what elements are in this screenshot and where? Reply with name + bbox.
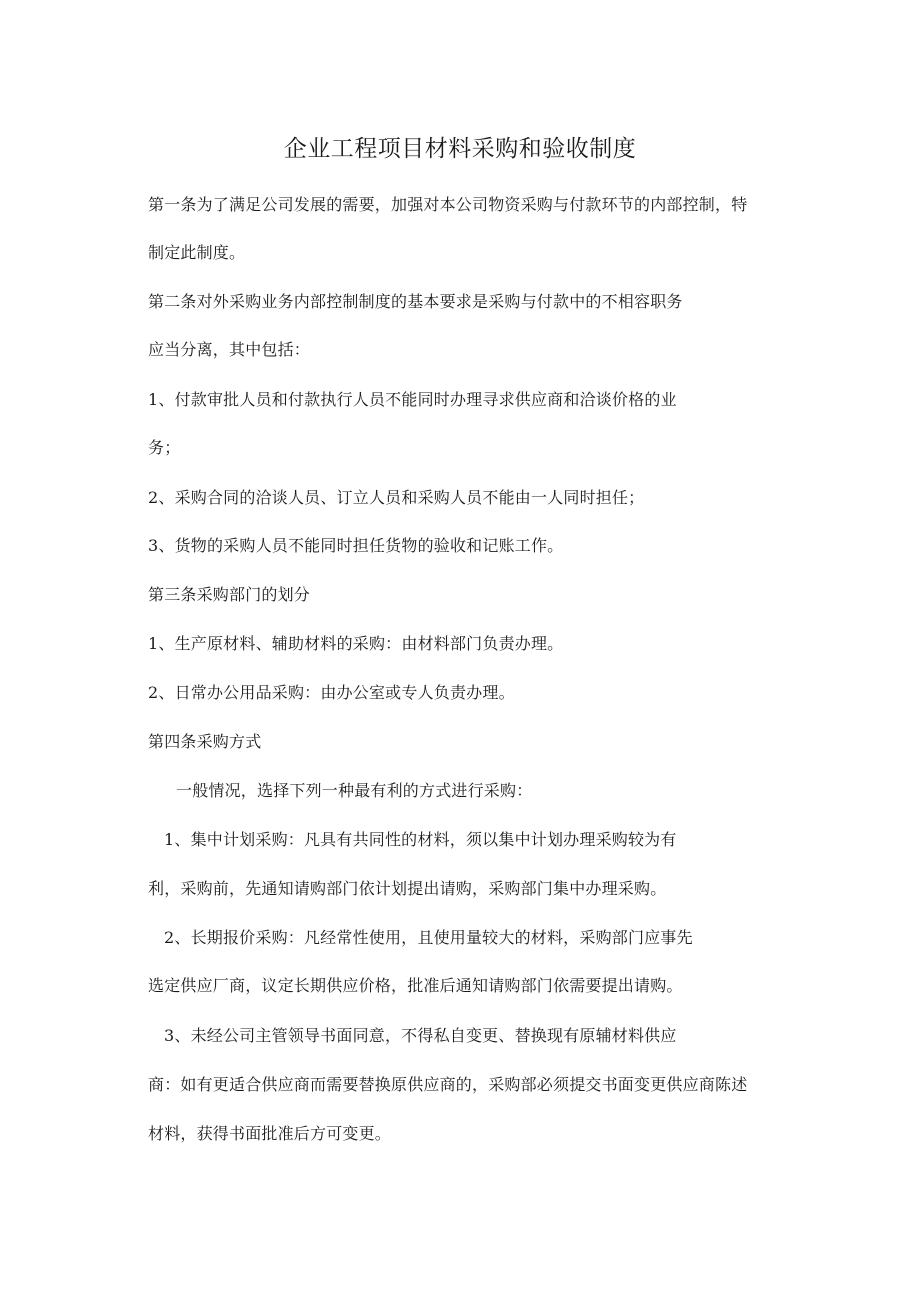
- text-line-15: 利，采购前，先通知请购部门依计划提出请购，采购部门集中办理采购。: [148, 879, 667, 898]
- text-line-6: 务；: [148, 438, 181, 457]
- text-line-10: 1、生产原材料、辅助材料的采购：由材料部门负责办理。: [148, 634, 564, 653]
- text-line-4: 应当分离，其中包括：: [148, 340, 311, 359]
- text-line-2: 制定此制度。: [148, 243, 246, 262]
- text-line-14: 1、集中计划采购：凡具有共同性的材料，须以集中计划办理采购较为有: [164, 830, 677, 849]
- text-line-20: 材料，获得书面批准后方可变更。: [148, 1124, 392, 1143]
- text-line-1: 第一条为了满足公司发展的需要，加强对本公司物资采购与付款环节的内部控制，特: [148, 195, 748, 214]
- text-line-13: 一般情况，选择下列一种最有利的方式进行采购：: [176, 781, 533, 800]
- text-line-19: 商：如有更适合供应商而需要替换原供应商的，采购部必须提交书面变更供应商陈述: [148, 1075, 748, 1094]
- text-line-16: 2、长期报价采购：凡经常性使用，且使用量较大的材料，采购部门应事先: [164, 928, 693, 947]
- document-title: 企业工程项目材料采购和验收制度: [283, 136, 637, 162]
- text-line-18: 3、未经公司主管领导书面同意，不得私自变更、替换现有原辅材料供应: [164, 1026, 677, 1045]
- text-line-8: 3、货物的采购人员不能同时担任货物的验收和记账工作。: [148, 536, 564, 555]
- text-line-3: 第二条对外采购业务内部控制制度的基本要求是采购与付款中的不相容职务: [148, 292, 683, 311]
- text-line-9: 第三条采购部门的划分: [148, 585, 311, 604]
- text-line-7: 2、采购合同的洽谈人员、订立人员和采购人员不能由一人同时担任；: [148, 488, 645, 507]
- text-line-17: 选定供应厂商，议定长期供应价格，批准后通知请购部门依需要提出请购。: [148, 976, 683, 995]
- text-line-12: 第四条采购方式: [148, 732, 262, 751]
- text-line-11: 2、日常办公用品采购：由办公室或专人负责办理。: [148, 683, 515, 702]
- text-line-5: 1、付款审批人员和付款执行人员不能同时办理寻求供应商和洽谈价格的业: [148, 390, 677, 409]
